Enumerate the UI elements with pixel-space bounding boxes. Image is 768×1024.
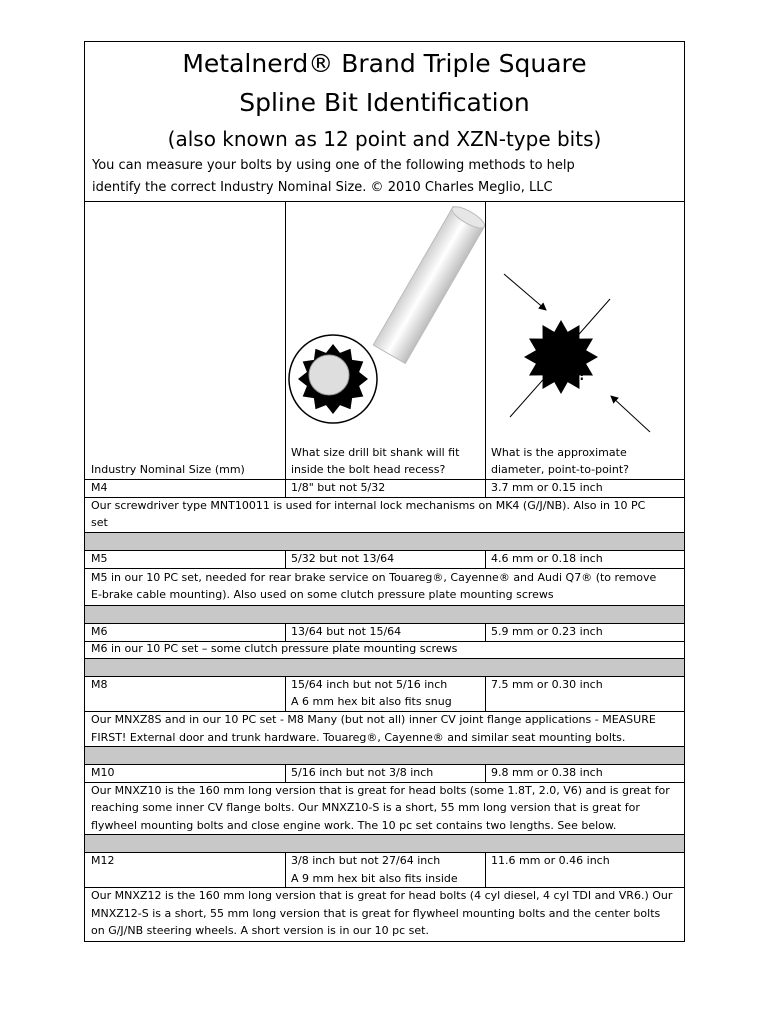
size-cell: M6 [91, 625, 108, 638]
column-divider [285, 852, 286, 888]
header-diameter-line-1: What is the approximate [491, 446, 627, 459]
note-line: Our screwdriver type MNT10011 is used for internal lock mechanisms on MK4 (G/J/NB). Also in 10 PC [91, 499, 646, 512]
note-line: E-brake cable mounting). Also used on some clutch pressure plate mounting screws [91, 588, 554, 601]
note-line: set [91, 516, 108, 529]
diameter-cell: 5.9 mm or 0.23 inch [491, 625, 603, 638]
note-line: M6 in our 10 PC set – some clutch pressure plate mounting screws [91, 642, 458, 655]
measure-arrow-bottom [611, 396, 650, 432]
column-divider [285, 676, 286, 712]
identification-sheet [84, 41, 685, 942]
drill-cell: 15/64 inch but not 5/16 inch [291, 678, 448, 691]
note-line: on G/J/NB steering wheels. A short version is in our 10 pc set. [91, 924, 429, 937]
note-line: FIRST! External door and trunk hardware. Touareg®, Cayenne® and similar seat mounting bolts. [91, 731, 626, 744]
subtitle: (also known as 12 point and XZN-type bits) [167, 127, 602, 151]
intro-line-1: You can measure your bolts by using one of the following methods to help [92, 158, 575, 173]
drill-shank-diagram [285, 202, 485, 447]
note-line: M5 in our 10 PC set, needed for rear brake service on Touareg®, Cayenne® and Audi Q7® (to remove [91, 571, 657, 584]
column-divider [485, 764, 486, 783]
row-separator [85, 658, 684, 677]
note-line: flywheel mounting bolts and close engine work. The 10 pc set contains two lengths. See below. [91, 819, 617, 832]
header-drill-line-2: inside the bolt head recess? [291, 463, 446, 476]
drill-cell: 1/8" but not 5/32 [291, 481, 386, 494]
diameter-diagram [485, 202, 685, 447]
intro-line-2: identify the correct Industry Nominal Size. © 2010 Charles Meglio, LLC [92, 180, 553, 195]
row-separator [85, 605, 684, 624]
row-separator [85, 532, 684, 551]
question-mark: ? [577, 361, 588, 385]
header-size: Industry Nominal Size (mm) [91, 463, 245, 476]
note-line: Our MNXZ12 is the 160 mm long version that is great for head bolts (4 cyl diesel, 4 cyl TDI and VR6.) Our [91, 889, 673, 902]
note-line: Our MNXZ10 is the 160 mm long version that is great for head bolts (some 1.8T, 2.0, V6) and is great for [91, 784, 670, 797]
column-divider [485, 852, 486, 888]
size-cell: M10 [91, 766, 115, 779]
header-drill-line-1: What size drill bit shank will fit [291, 446, 460, 459]
diameter-cell: 7.5 mm or 0.30 inch [491, 678, 603, 691]
note-line: Our MNXZ8S and in our 10 PC set - M8 Many (but not all) inner CV joint flange applications - MEASURE [91, 713, 656, 726]
size-cell: M5 [91, 552, 108, 565]
drill-cell: 5/32 but not 13/64 [291, 552, 395, 565]
drill-cell: 13/64 but not 15/64 [291, 625, 402, 638]
column-divider [485, 676, 486, 712]
column-divider [485, 623, 486, 642]
row-separator [85, 834, 684, 853]
drill-cell-extra: A 9 mm hex bit also fits inside [291, 872, 458, 885]
drill-shank [373, 203, 485, 364]
title-line-2: Spline Bit Identification [239, 88, 530, 117]
column-divider [285, 550, 286, 569]
header-diameter-line-2: diameter, point-to-point? [491, 463, 629, 476]
drill-cell: 3/8 inch but not 27/64 inch [291, 854, 441, 867]
row-separator [85, 746, 684, 765]
column-divider [285, 764, 286, 783]
diameter-cell: 3.7 mm or 0.15 inch [491, 481, 603, 494]
diameter-cell: 9.8 mm or 0.38 inch [491, 766, 603, 779]
size-cell: M4 [91, 481, 108, 494]
measure-arrow-top [504, 274, 546, 310]
drill-cell: 5/16 inch but not 3/8 inch [291, 766, 434, 779]
column-divider [485, 550, 486, 569]
diameter-cell: 4.6 mm or 0.18 inch [491, 552, 603, 565]
drill-cell-extra: A 6 mm hex bit also fits snug [291, 695, 452, 708]
size-cell: M12 [91, 854, 115, 867]
size-cell: M8 [91, 678, 108, 691]
note-line: reaching some inner CV flange bolts. Our MNXZ10-S is a short, 55 mm long version that is great for [91, 801, 640, 814]
drill-shank-end [309, 355, 349, 395]
diameter-cell: 11.6 mm or 0.46 inch [491, 854, 610, 867]
note-line: MNXZ12-S is a short, 55 mm long version that is great for flywheel mounting bolts and the center bolts [91, 907, 661, 920]
title-line-1: Metalnerd® Brand Triple Square [182, 49, 587, 78]
